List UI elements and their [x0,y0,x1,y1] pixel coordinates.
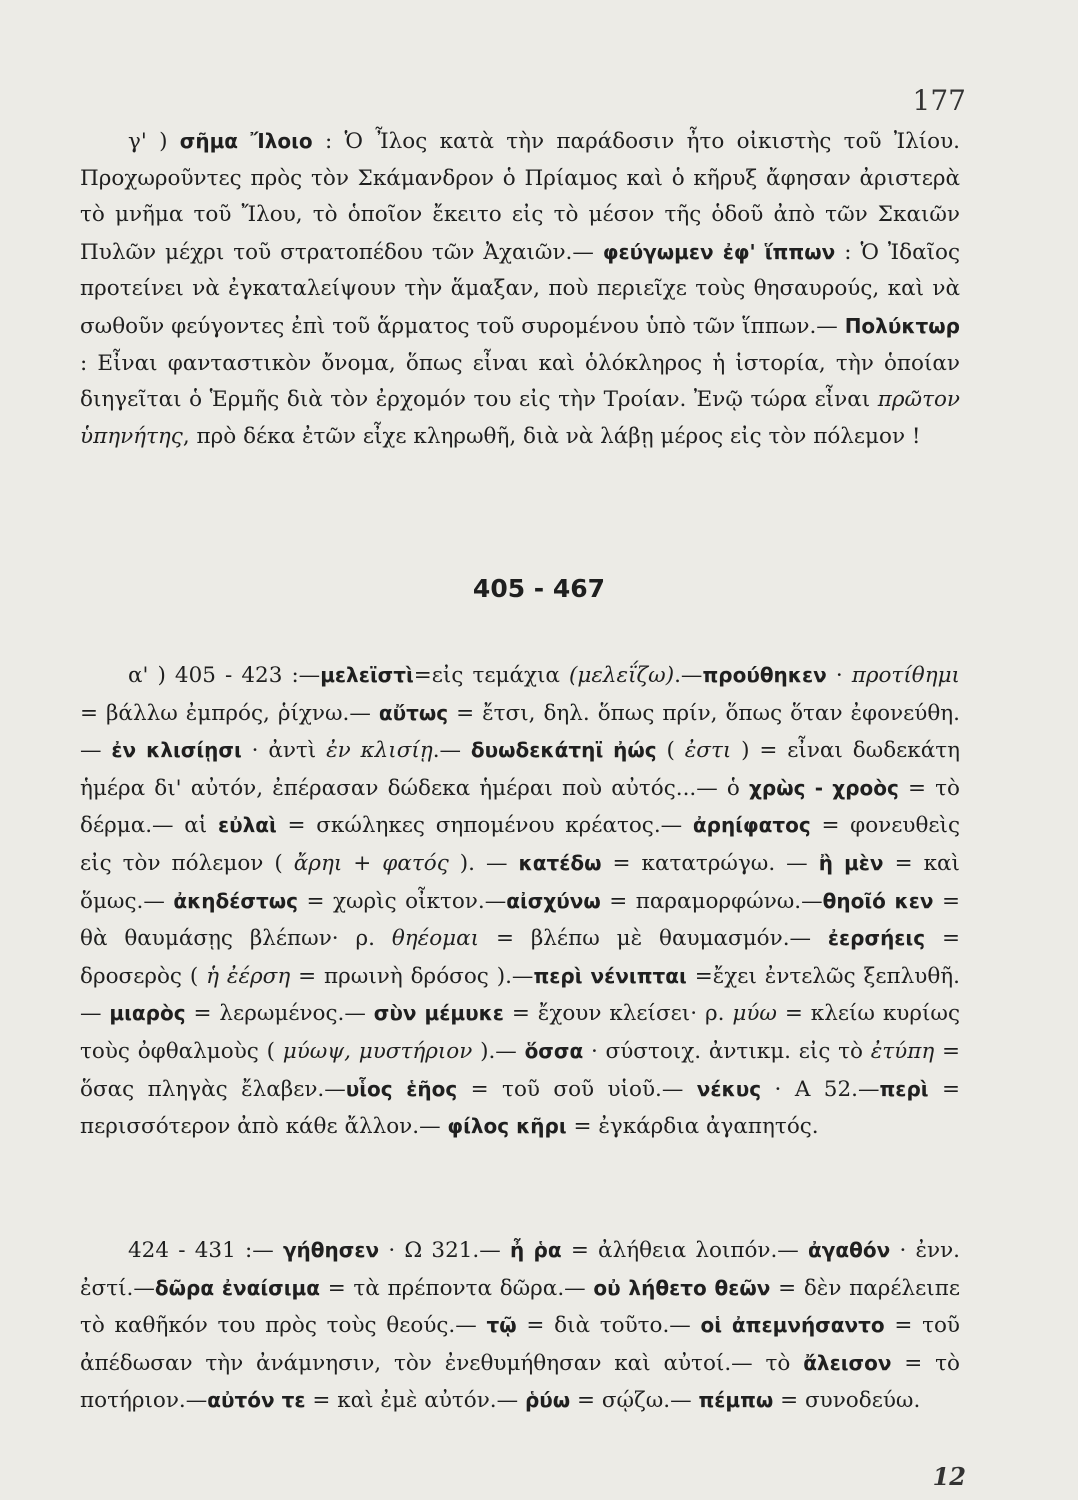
section-heading: 405 - 467 [472,574,606,603]
italic-term: προτίθημι [851,663,960,688]
italic-term: ἄρηι + φατός [293,850,449,876]
signature-mark: 12 [932,1462,966,1491]
italic-term: μύωψ, μυστήριον [282,1038,473,1064]
lemma-term: Πολύκτωρ [844,313,960,338]
paragraph-text: α' ) 405 - 423 :—μελεϊστὶ=εἰς τεμάχια (μελεΐζω).—προύθηκεν · προτίθημι = βάλλω ἐμπρός, ῥίχνω.— αὔτως = ἔτσι, δηλ. ὅπως πρίν, ὅπως ὅταν ἐφονεύθη.— ἐν κλισίῃσι · ἀντὶ ἐν κλισίῃ.— δυωδεκάτηϊ ἠώς ( ἐστι ) = εἶναι δωδεκάτη ἡμέρα δι' αὐτόν, ἐπέρασαν δώδεκα ἡμέραι ποὺ αὐτός...— ὁ χρὼς - χροὸς = τὸ δέρμα.— αἱ εὐλαὶ = σκώληκες σηπομένου κρέατος.— ἀρηίφατος = φονευθεὶς εἰς τὸν πόλεμον ( ἄρηι + φατός ). — κατέδω = κατατρώγω. — ἢ μὲν = καὶ ὅμως.— ἀκηδέστως = χωρὶς οἶκτον.—αἰσχύνω = παραμορφώνω.—θηοῖό κεν = θὰ θαυμάσῃς βλέπων· ρ. θηέομαι = βλέπω μὲ θαυμασμόν.— ἐερσήεις = δροσερὸς ( ἡ ἐέρση = πρωινὴ δρόσος ).—περὶ νένιπται =ἔχει ἐντελῶς ξεπλυθῆ.— μιαρὸς = λερωμένος.— σὺν μέμυκε = ἔχουν κλείσει· ρ. μύω = κλείω κυρίως τοὺς ὀφθαλμοὺς ( μύωψ, μυστήριον ).— ὅσσα · σύστοιχ. ἀντικμ. εἰς τὸ ἐτύπη = ὅσας πληγὰς ἔλαβεν.—υἷος ἑῆος = τοῦ σοῦ υἱοῦ.— νέκυς · Α 52.—περὶ = περισσότερον ἀπὸ κάθε ἄλλον.— φίλος κῆρι = ἐγκάρδια ἀγαπητός. [80,663,961,1140]
lemma-term: περὶ νένιπται [533,963,687,988]
lemma-term: μιαρὸς [109,1001,186,1026]
lemma-term: προύθηκεν [702,663,827,687]
lemma-term: περὶ [879,1076,929,1101]
italic-term: ἐτύπη [870,1038,935,1064]
page-number: 177 [912,84,966,117]
italic-term: πρῶτον ὑπηνήτης [80,387,960,449]
lemma-term: εὐλαὶ [217,813,277,838]
lemma-term: αἰσχύνω [506,888,601,913]
lemma-term: πέμπω [698,1388,774,1413]
lemma-term: ἀρηίφατος [692,813,811,838]
lemma-term: αὔτως [378,700,449,725]
italic-term: μύω [732,1001,777,1027]
lemma-term: ἢ μὲν [818,850,884,875]
lemma-term: δυωδεκάτηϊ ἠώς [470,738,657,763]
lemma-term: αὐτόν τε [207,1388,306,1413]
lemma-term: δῶρα ἐναίσιμα [154,1275,320,1300]
lemma-term: ἀκηδέστως [173,888,298,913]
lemma-term: ὅσσα [524,1038,584,1063]
lemma-term: ἀγαθόν [808,1238,891,1262]
lemma-term: ἦ ῥα [509,1238,562,1262]
lemma-term: οὐ λήθετο θεῶν [593,1275,771,1300]
italic-term: ἐν κλισίῃ [326,738,433,764]
lemma-term: ἐερσήεις [827,926,926,951]
lemma-term: θηοῖό κεν [822,888,934,913]
italic-term: ἐστι [684,738,732,764]
lemma-term: ῥύω [524,1388,571,1413]
lemma-term: ἐν κλισίῃσι [111,738,242,763]
paragraph-text: 424 - 431 :— γήθησεν · Ω 321.— ἦ ῥα = ἀλήθεια λοιπόν.— ἀγαθόν · ἐνν. ἐστί.—δῶρα ἐναίσιμα = τὰ πρέποντα δῶρα.— οὐ λήθετο θεῶν = δὲν παρέλειπε τὸ καθῆκόν του πρὸς τοὺς θεούς.— τῷ = διὰ τοῦτο.— οἱ ἀπεμνήσαντο = τοῦ ἀπέδωσαν τὴν ἀνάμνησιν, τὸν ἐνεθυμήθησαν καὶ αὐτοί.— τὸ ἄλεισον = τὸ ποτήριον.—αὐτόν τε = καὶ ἐμὲ αὐτόν.— ῥύω = σῴζω.— πέμπω = συνοδεύω. [80,1238,961,1414]
lemma-term: κατέδω [518,850,602,875]
lemma-term: φεύγωμεν ἐφ' ἵππων [602,239,836,264]
lemma-term: υἷος ἑῆος [345,1076,458,1101]
paragraph-text: γ' ) σῆμα Ἴλοιο : Ὁ Ἶλος κατὰ τὴν παράδοσιν ἦτο οἰκιστὴς τοῦ Ἰλίου. Προχωροῦντες πρὸς τὸν Σκάμανδρον ὁ Πρίαμος καὶ ὁ κῆρυξ ἄφησαν ἀριστερὰ τὸ μνῆμα τοῦ Ἴλου, τὸ ὁποῖον ἔκειτο εἰς τὸ μέσον τῆς ὁδοῦ ἀπὸ τῶν Σκαιῶν Πυλῶν μέχρι τοῦ στρατοπέδου τῶν Ἀχαιῶν.— φεύγωμεν ἐφ' ἵππων : Ὁ Ἰδαῖος προτείνει νὰ ἐγκαταλείψουν τὴν ἅμαξαν, ποὺ περιεῖχε τοὺς θησαυρούς, καὶ νὰ σωθοῦν φεύγοντες ἐπὶ τοῦ ἅρματος τοῦ συρομένου ὑπὸ τῶν ἵππων.— Πολύκτωρ : Εἶναι φανταστικὸν ὄνομα, ὅπως εἶναι καὶ ὁλόκληρος ἡ ἱστορία, τὴν ὁποίαν διηγεῖται ὁ Ἑρμῆς διὰ τὸν ἐρχομόν του εἰς τὴν Τροίαν. Ἐνῷ τώρα εἶναι πρῶτον ὑπηνήτης, πρὸ δέκα ἐτῶν εἶχε κληρωθῆ, διὰ νὰ λάβῃ μέρος εἰς τὸν πόλεμον ! [80,129,960,449]
lemma-term: τῷ [486,1313,517,1338]
lemma-term: νέκυς [696,1076,762,1101]
lemma-term: οἱ ἀπεμνήσαντο [700,1313,885,1338]
lemma-term: γήθησεν [282,1238,380,1262]
lemma-term: ἄλεισον [803,1350,892,1375]
lemma-term: σῆμα Ἴλοιο [179,129,313,153]
paragraph-gamma [80,123,960,455]
paragraph-alpha [80,657,960,1146]
italic-term: (μελεΐζω) [569,663,675,688]
italic-term: ἡ ἐέρση [206,963,291,989]
lemma-term: μελεϊστὶ [320,663,414,687]
lemma-term: σὺν μέμυκε [373,1001,504,1026]
italic-term: θηέομαι [391,926,480,952]
paragraph-424-431 [80,1232,960,1420]
lemma-term: χρὼς - χροὸς [748,775,899,800]
lemma-term: φίλος κῆρι [447,1114,567,1139]
